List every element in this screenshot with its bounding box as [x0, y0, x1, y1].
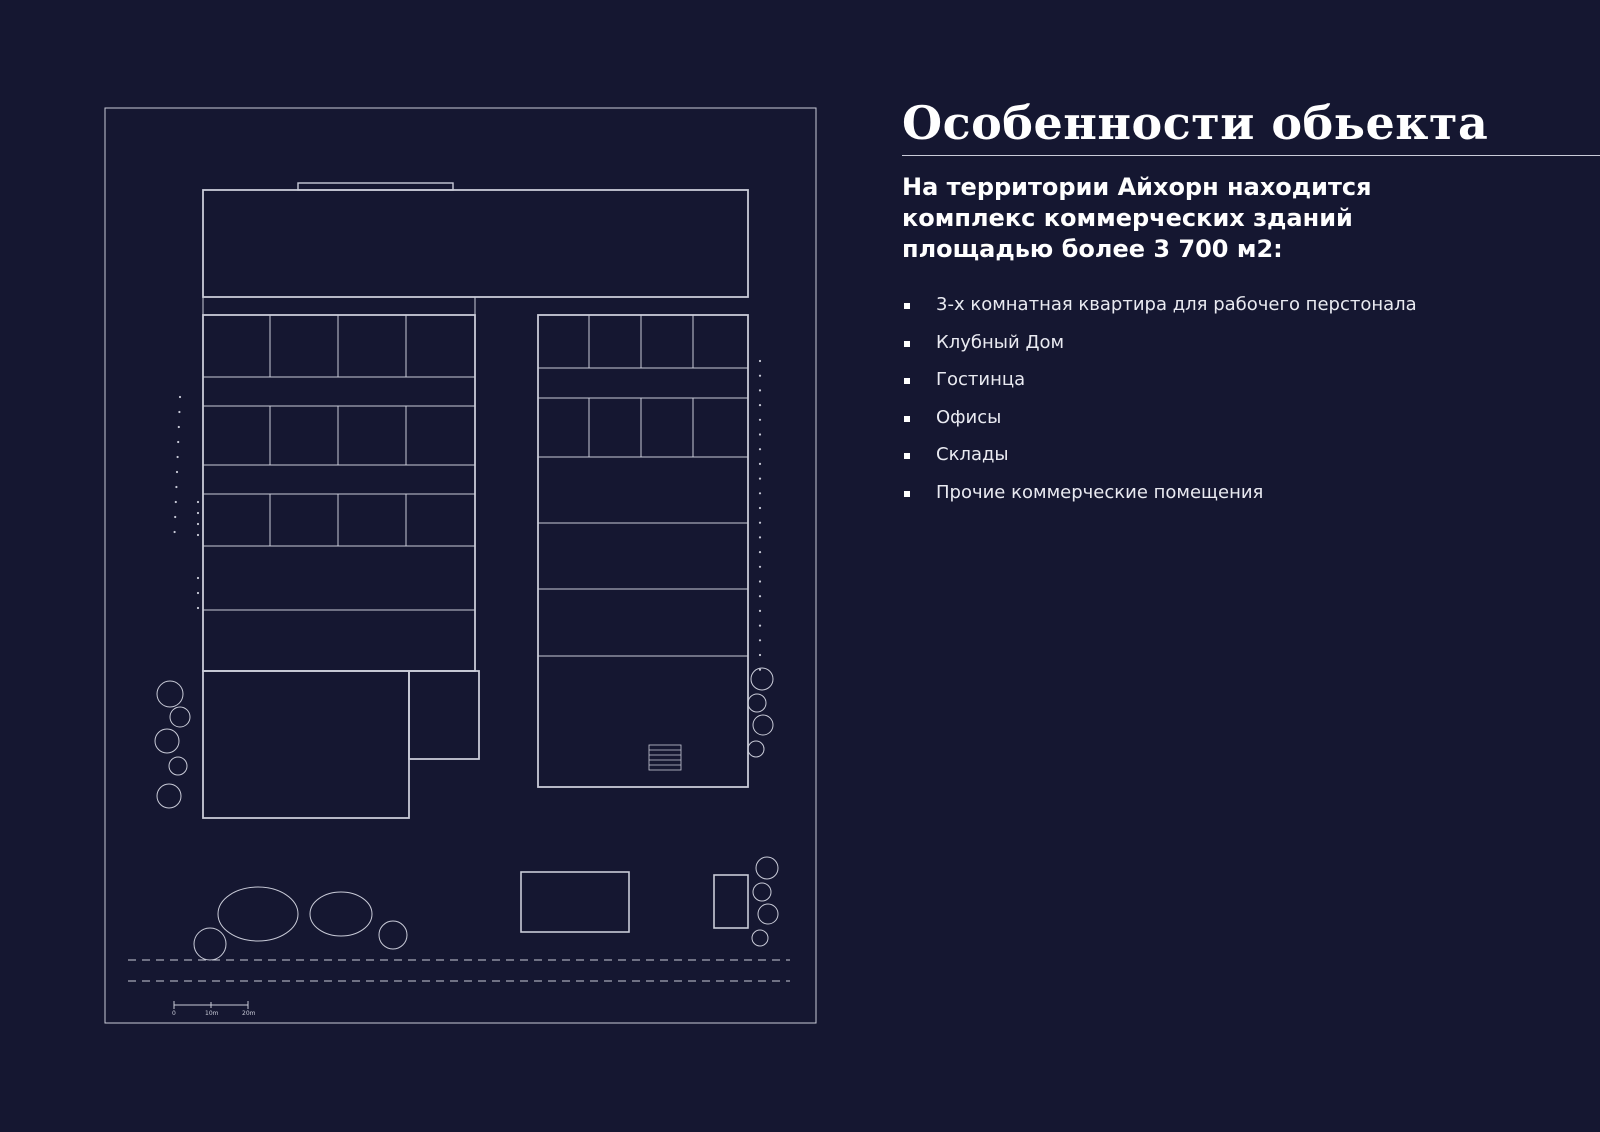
path-marker-dot: [175, 501, 177, 503]
path-marker-dot: [759, 522, 761, 524]
building-top: [203, 190, 748, 297]
path-marker-dot: [759, 625, 761, 627]
building-right: [538, 315, 748, 787]
scale-label: 0: [172, 1010, 176, 1017]
path-marker-dot: [759, 433, 761, 435]
path-marker-dot: [174, 516, 176, 518]
list-item: [902, 443, 1600, 481]
path-marker-dot: [197, 607, 199, 609]
building-left: [203, 315, 475, 671]
path-marker-dot: [177, 441, 179, 443]
building-bottom: [521, 872, 629, 932]
path-marker-dot: [759, 448, 761, 450]
path-marker-dot: [759, 389, 761, 391]
feature-label: Прочие коммерческие помещения: [936, 481, 1264, 503]
feature-label: Гостинца: [936, 369, 1026, 391]
bullet-icon: [904, 303, 910, 309]
path-marker-dot: [759, 580, 761, 582]
path-marker-dot: [759, 463, 761, 465]
stair-icon: [649, 745, 681, 770]
scale-label: 20m: [242, 1010, 256, 1017]
path-marker-dot: [759, 360, 761, 362]
bullet-icon: [904, 416, 910, 422]
path-marker-dot: [178, 426, 180, 428]
bullet-icon: [904, 378, 910, 384]
path-marker-dot: [197, 577, 199, 579]
building-bottom-small: [714, 875, 748, 928]
path-marker-dot: [174, 531, 176, 533]
features-list: [902, 293, 1600, 518]
path-marker-dot: [179, 396, 181, 398]
feature-label: Склады: [936, 444, 1009, 466]
path-marker-dot: [197, 512, 199, 514]
intro-text: На территории Айхорн находится комплекс коммерческих зданий площадью более 3 700 м2:: [902, 173, 1372, 264]
tree-icons-left: [155, 681, 190, 808]
building-left-annex: [409, 671, 479, 759]
path-marker-dot: [759, 566, 761, 568]
building-left-partitions: [203, 315, 475, 610]
path-marker-dot: [197, 592, 199, 594]
bullet-icon: [904, 453, 910, 459]
path-marker-dot: [175, 486, 177, 488]
feature-label: Офисы: [936, 406, 1002, 428]
path-marker-dot: [759, 595, 761, 597]
list-item: [902, 293, 1600, 331]
title-underline: [902, 155, 1600, 156]
path-marker-dot: [759, 669, 761, 671]
building-top-annex: [298, 183, 453, 190]
path-marker-dot: [759, 419, 761, 421]
path-marker-dot: [759, 404, 761, 406]
scale-bar: [174, 1001, 248, 1009]
page-title: Особенности обьекта: [902, 96, 1489, 150]
path-marker-dot: [759, 492, 761, 494]
path-marker-dot: [759, 375, 761, 377]
list-item: [902, 481, 1600, 519]
landscape-icons: [194, 887, 407, 960]
path-marker-dot: [759, 478, 761, 480]
path-marker-dot: [197, 534, 199, 536]
path-markers: [174, 360, 762, 671]
path-marker-dot: [759, 551, 761, 553]
path-marker-dot: [759, 536, 761, 538]
path-marker-dot: [759, 639, 761, 641]
tree-icons-right: [748, 668, 778, 946]
list-item: [902, 368, 1600, 406]
path-marker-dot: [759, 654, 761, 656]
path-marker-dot: [178, 411, 180, 413]
features-panel: [902, 96, 1600, 518]
path-marker-dot: [759, 610, 761, 612]
list-item: [902, 331, 1600, 369]
scale-label: 10m: [205, 1010, 219, 1017]
building-link: [203, 297, 475, 315]
road-lines: [128, 960, 790, 981]
feature-label: Клубный Дом: [936, 331, 1065, 353]
building-left-lower: [203, 671, 409, 818]
bullet-icon: [904, 491, 910, 497]
path-marker-dot: [759, 507, 761, 509]
list-item: [902, 406, 1600, 444]
path-marker-dot: [197, 501, 199, 503]
plan-frame: [105, 108, 816, 1023]
path-marker-dot: [197, 523, 199, 525]
bullet-icon: [904, 341, 910, 347]
feature-label: 3-х комнатная квартира для рабочего перстонала: [936, 294, 1417, 316]
path-marker-dot: [176, 471, 178, 473]
building-right-partitions: [538, 315, 748, 656]
path-marker-dot: [177, 456, 179, 458]
